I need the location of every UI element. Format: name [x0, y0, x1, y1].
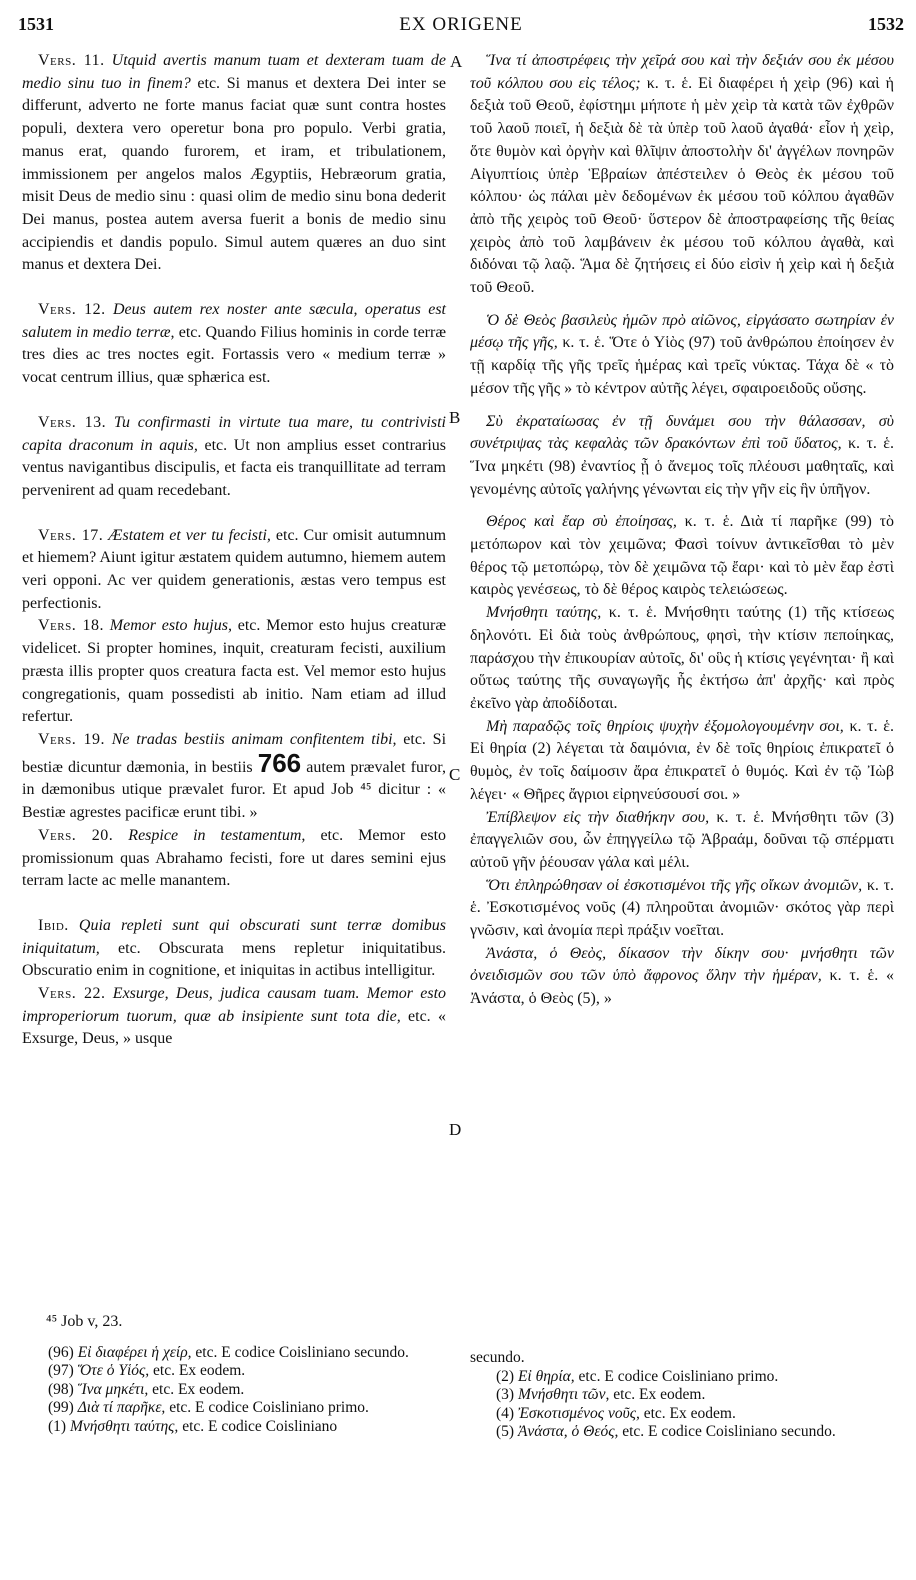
commentary: κ. τ. ἑ. Ἐσκοτισμένος νοῦς (4) πληροῦται ἀνομιῶν· σκότος γὰρ περὶ γνῶσιν, καὶ ἀνομία περὶ πράξιν νοεῖται.: [470, 876, 895, 940]
lemma: Σὺ ἐκραταίωσας ἐν τῇ δυνάμει σου τὴν θάλασσαν, σὺ συνέτριψας τὰς κεφαλὰς τῶν δρακόντων ἐπὶ τοῦ ὕδατος,: [470, 412, 894, 453]
footnote-number: (2): [496, 1367, 518, 1385]
verse-label: Vers. 18.: [38, 617, 104, 635]
footnote-number: (3): [496, 1386, 518, 1403]
lemma: Μνήσθητι ταύτης,: [486, 604, 602, 622]
footnote-number: (98): [48, 1380, 78, 1398]
footnote: [470, 1423, 894, 1442]
page-header: [18, 14, 904, 40]
footnote: [470, 1405, 894, 1424]
greek-paragraph: [470, 807, 894, 875]
footnote-lemma: Ἐσκοτισμένος νοῦς,: [517, 1404, 640, 1422]
commentary: etc. Ut non amplius esset contrarius ventus navigantibus discipulis, et facta eis tranquillitate ad terram pervenirent ad quam recedebant.: [22, 436, 447, 499]
verse-label: Vers. 12.: [38, 301, 106, 319]
commentary: κ. τ. ἑ. Ἵνα μηκέτι (98) ἐναντίος ᾖ ὁ ἄνεμος τοῖς πλέουσι μαθηταῖς, καὶ γενομένης αὐτοῖς γαλήνης γένωνται εἰς τὴν γῆν εἰς ἣν ὑπῆγον.: [470, 435, 894, 498]
footnotes-right: [470, 1349, 894, 1442]
commentary: etc. Cur omisit autumnum et hiemem? Aiunt igitur æstatem quidem autumno, hiemem autem veri opponi. Ac ver quidem generationis, æstas vero tempus est perfectionis.: [22, 526, 447, 612]
commentary: κ. τ. ἑ. « Ἀνάστα, ὁ Θεὸς (5), »: [470, 967, 894, 1008]
latin-paragraph: [22, 50, 446, 277]
marker-c: C: [449, 765, 461, 784]
lemma: Θέρος καὶ ἔαρ σὺ ἐποίησας,: [486, 513, 677, 531]
greek-column: [470, 50, 894, 1011]
footnote-lemma: Μνήσθητι τῶν,: [517, 1386, 610, 1403]
verse-label: Vers. 13.: [38, 413, 107, 431]
lemma: Μὴ παραδῷς τοῖς θηρίοις ψυχὴν ἐξομολογουμένην σοι,: [486, 717, 844, 735]
footnote-continuation: secundo.: [470, 1349, 525, 1366]
commentary: κ. τ. ἑ. Μνήσθητι τῶν (3) ἐπαγγελιῶν σου, ὧν ἐπηγγείλω τῷ Ἀβραάμ, δοῦναι τῷ σπέρματι αὐτοῦ γῆν ῥέουσαν γάλα καὶ μέλι.: [470, 808, 895, 871]
footnote-number: (4): [496, 1404, 518, 1422]
greek-paragraph: [470, 310, 894, 401]
footnote-lemma: Εἰ διαφέρει ἡ χείρ,: [77, 1343, 192, 1361]
commentary: κ. τ. ἑ. Εἰ διαφέρει ἡ χεὶρ (96) καὶ ἡ δεξιὰ τοῦ Θεοῦ, ἐφίστημι μήποτε ἡ μὲν χεὶρ τὰ κατὰ τῶν ἐχθρῶν τοῦ λαοῦ ποιεῖ, ἡ δεξιὰ δὲ τὰ ὑπὲρ τοῦ λαοῦ ἀγαθά· εἶον ἡ χεὶρ, ὅτε θυμὸν καὶ ὀργὴν καὶ θλῖψιν ἀποστολὴν δι' ἀγγέλων πονηρῶν Αἰγυπτίοις ὑπὲρ Ἑβραίων ἀπέστειλεν ὁ Θεὸς ἐκ μέσου τοῦ κόλπου· ὡς πάλαι μὲν δεδομένων ἐκ μέσου τοῦ κόλπου ἀγαθῶν ἀπὸ τῆς χειρὸς τοῦ Θεοῦ· ὕστερον δὲ ἀποστραφείσης τῆς θείας χειρὸς ἀπὸ τοῦ λαμβάνειν ἐκ μέσου τοῦ κόλπου ἀγαθὰ, καὶ διδόναι τῷ λαῷ. Ἅμα δὲ ζητήσεις εἰ δύο εἰσὶν ἡ χεὶρ καὶ ἡ δεξιὰ τοῦ Θεοῦ.: [470, 74, 895, 297]
commentary: etc. Memor esto hujus creaturæ videlicet. Si propter homines, inquit, creaturam fecisti, auxilium præsta illis propter quos creatura facta est. Vel memor esto hujus congregationis, quam possedisti ab initio. Nam etiam ad illud refertur.: [22, 617, 447, 726]
greek-paragraph: [470, 602, 894, 716]
lemma: Ὁ δὲ Θεὸς βασιλεὺς ἡμῶν πρὸ αἰῶνος, εἰργάσατο σωτηρίαν ἐν μέσῳ τῆς γῆς,: [470, 311, 894, 352]
lemma: Ἵνα τί ἀποστρέφεις τὴν χεῖρά σου καὶ τὴν δεξιάν σου ἐκ μέσου τοῦ κόλπου σου εἰς τέλος;: [470, 52, 894, 92]
footnote: [22, 1362, 446, 1381]
greek-paragraph: [470, 50, 894, 300]
footnote-text: etc. Ex eodem.: [639, 1404, 736, 1422]
footnote-text: etc. Ex eodem.: [609, 1386, 706, 1403]
commentary: etc. Quando Filius hominis in corde terræ tres dies ac tres noctes egit. Fortassis vero « medium terræ » vocat centrum illius, quæ sphærica est.: [22, 323, 446, 387]
lemma: Quia repleti sunt qui obscurati sunt terræ domibus iniquitatum,: [22, 916, 447, 957]
commentary: etc. Memor esto promissionum quas Abrahamo fecisti, fore ut dares semini ejus terram lacte ac melle manantem.: [22, 826, 447, 890]
lemma: Ἀνάστα, ὁ Θεὸς, δίκασον τὴν δίκην σου· μνήσθητι τῶν ὀνειδισμῶν σου τῶν ὑπὸ ἄφρονος ὅλην τὴν ἡμέραν,: [470, 944, 894, 985]
commentary: etc. Si bestiæ dicuntur dæmonia, in bestiis: [22, 730, 447, 776]
latin-paragraph: [22, 525, 446, 616]
greek-paragraph: [470, 875, 894, 943]
greek-paragraph: [470, 511, 894, 602]
verse-label: Vers. 20.: [38, 826, 114, 844]
lemma: Ὅτι ἐπληρώθησαν οἱ ἐσκοτισμένοι τῆς γῆς οἴκων ἀνομιῶν,: [486, 876, 863, 894]
lemma: Tu confirmasti in virtute tua mare, tu contrivisti capita draconum in aquis,: [22, 413, 446, 454]
footnote-number: (96): [48, 1343, 78, 1361]
lemma: Respice in testamentum,: [128, 826, 306, 844]
scripture-reference: ⁴⁵ Job v, 23.: [46, 1313, 123, 1330]
verse-label: Vers. 22.: [38, 985, 106, 1003]
page-number-left: 1531: [18, 14, 54, 34]
verse-label: Vers. 17.: [38, 526, 104, 544]
marker-a: A: [450, 52, 463, 71]
lemma: Exsurge, Deus, judica causam tuam. Memor esto improperiorum tuorum, quæ ab insipiente sunt tota die,: [22, 985, 447, 1025]
footnote-lemma: Διὰ τί παρῆκε,: [77, 1399, 166, 1416]
commentary: autem prævalet furor, in dæmonibus utique prævalet furor. Et apud Job ⁴⁵ dicitur : « Bestiæ agrestes pacificæ erunt tibi. »: [22, 758, 446, 822]
footnote-text: etc. E codice Coisliniano secundo.: [618, 1423, 836, 1440]
footnote-text: etc. E codice Coisliniano secundo.: [191, 1343, 409, 1361]
footnote: [470, 1368, 894, 1387]
commentary: κ. τ. ἑ. Ὅτε ὁ Υἱὸς (97) τοῦ ἀνθρώπου ἐποίησεν ἐν τῇ καρδίᾳ τῆς γῆς τρεῖς ἡμέρας καὶ τρεῖς νύκτας. Τάχα δὲ « τὸ μέσον τῆς γῆς » τὸ κέντρον αὐτῆς λέγει, σφαιροειδοῦς οὔσης.: [470, 334, 894, 397]
footnote-text: etc. Ex eodem.: [149, 1362, 246, 1379]
footnote-lemma: Ὅτε ὁ Υἱός,: [77, 1362, 150, 1379]
greek-paragraph: [470, 943, 894, 1011]
lemma: Deus autem rex noster ante sæcula, operatus est salutem in medio terræ,: [22, 301, 447, 341]
footnote-lemma: Ἵνα μηκέτι,: [77, 1380, 149, 1398]
verse-label: Ibid.: [38, 916, 69, 934]
lemma: Utquid avertis manum tuam et dexteram tuam de medio sinu tuo in finem?: [22, 52, 447, 92]
marker-d: D: [449, 1120, 462, 1139]
verse-label: Vers. 11.: [38, 52, 105, 69]
latin-paragraph: [22, 615, 446, 729]
footnote: [470, 1386, 894, 1405]
footnote-lemma: Μνήσθητι ταύτης,: [69, 1417, 179, 1435]
greek-paragraph: [470, 716, 894, 807]
footnote: [22, 1381, 446, 1400]
commentary: etc. « Exsurge, Deus, » usque: [22, 1007, 447, 1048]
lemma: Æstatem et ver tu fecisti,: [108, 526, 271, 544]
lemma: Ἐπίβλεψον εἰς τὴν διαθήκην σου,: [486, 808, 710, 826]
commentary: etc. Si manus et dextera Dei inter se differunt, adverto ne forte manus faciat quæ sunt contra hostes populi, dextera vero operetur bona pro populo. Verbi gratia, manus erat, quando furorem, et iram, et tribulationem, immissionem per angelos malos Ægyptiis, Hebræorum gratia, misit Deus de medio sinu : quasi olim de medio sinu bona dederit Dei manus, postea autem aversa fuerit a bonis de medio sinu accipiendis et dandis populo. Simul autem quæres an duo sint manus et dextera Dei.: [22, 74, 446, 274]
commentary: κ. τ. ἑ. Εἰ θηρία (2) λέγεται τὰ δαιμόνια, ἐν δὲ τοῖς θηρίοις ἐπικρατεῖ ὁ θυμὸς, ἐν τοῖς δαίμοσιν ἄρα ἐπικρατεῖ ὁ θυμός. Καὶ ἐν τῷ Ἰὼβ λέγει· « Θῆρες ἄγριοι εἰρηνεύσουσί σοι. »: [470, 717, 894, 803]
footnote-number: (1): [48, 1417, 70, 1435]
footnote-text: etc. E codice Coisliniano: [178, 1417, 338, 1435]
running-title: EX ORIGENE: [399, 14, 523, 35]
footnote-number: (97): [48, 1362, 78, 1379]
latin-paragraph: [22, 825, 446, 893]
greek-paragraph: [470, 411, 894, 502]
footnote-number: (99): [48, 1399, 78, 1416]
footnote: [22, 1399, 446, 1418]
latin-paragraph: [22, 299, 446, 390]
commentary: κ. τ. ἑ. Μνήσθητι ταύτης (1) τῆς κτίσεως δηλονότι. Εἰ διὰ τοὺς ἀνθρώπους, φησὶ, τὴν κτίσιν πεποίηκας, παράσχου τὴν ἐπικουρίαν αὐτοῖς, δι' οὓς ἡ κτίσις γεγένηται· ἢ καὶ οὕτως ταύτης τῆς συναγωγῆς ἧς ἐκτήσω ἀπ' ἀρχῆς· καὶ πρὸς ἐκεῖνο γὰρ ἀποδίδοται.: [470, 604, 895, 712]
footnote-text: etc. E codice Coisliniano primo.: [574, 1367, 779, 1385]
commentary: etc. Obscurata mens repletur iniquitatibus. Obscuratio enim in cognitione, et iniquitas in actibus intelligitur.: [22, 939, 446, 980]
lemma: Ne tradas bestiis animam confitentem tibi,: [111, 730, 397, 748]
latin-paragraph: [22, 983, 446, 1051]
footnote-lemma: Ἀνάστα, ὁ Θεός,: [517, 1423, 619, 1440]
footnotes-left: [22, 1313, 446, 1436]
latin-paragraph: [22, 412, 446, 503]
lemma: Memor esto hujus,: [109, 617, 232, 635]
footnote: [22, 1344, 446, 1363]
latin-paragraph: [22, 915, 446, 983]
verse-label: Vers. 19.: [38, 730, 105, 748]
latin-column: [22, 50, 446, 1051]
footnote-text: etc. E codice Coisliniano primo.: [165, 1399, 369, 1416]
footnote-number: (5): [496, 1423, 518, 1440]
page-number-right: 1532: [868, 14, 904, 34]
latin-paragraph: [22, 729, 446, 825]
column-number: 766: [257, 747, 302, 778]
footnote-text: etc. Ex eodem.: [148, 1380, 245, 1398]
marker-b: B: [449, 408, 461, 427]
footnote: [22, 1418, 446, 1437]
commentary: κ. τ. ἑ. Διὰ τί παρῆκε (99) τὸ μετόπωρον καὶ τὸν χειμῶνα; Φασὶ τοίνυν ἀντικεῖσθαι τὸ μὲν θέρος τῷ μετοπώρῳ, τὸν δὲ χειμῶνα τῷ ἔαρι· καὶ τὸ μὲν ἔαρ ἐστὶ καιρὸς γενέσεως, τὸ δὲ θέρος καιρὸς τελειώσεως.: [470, 513, 895, 599]
footnote-lemma: Εἰ θηρία,: [517, 1367, 575, 1385]
